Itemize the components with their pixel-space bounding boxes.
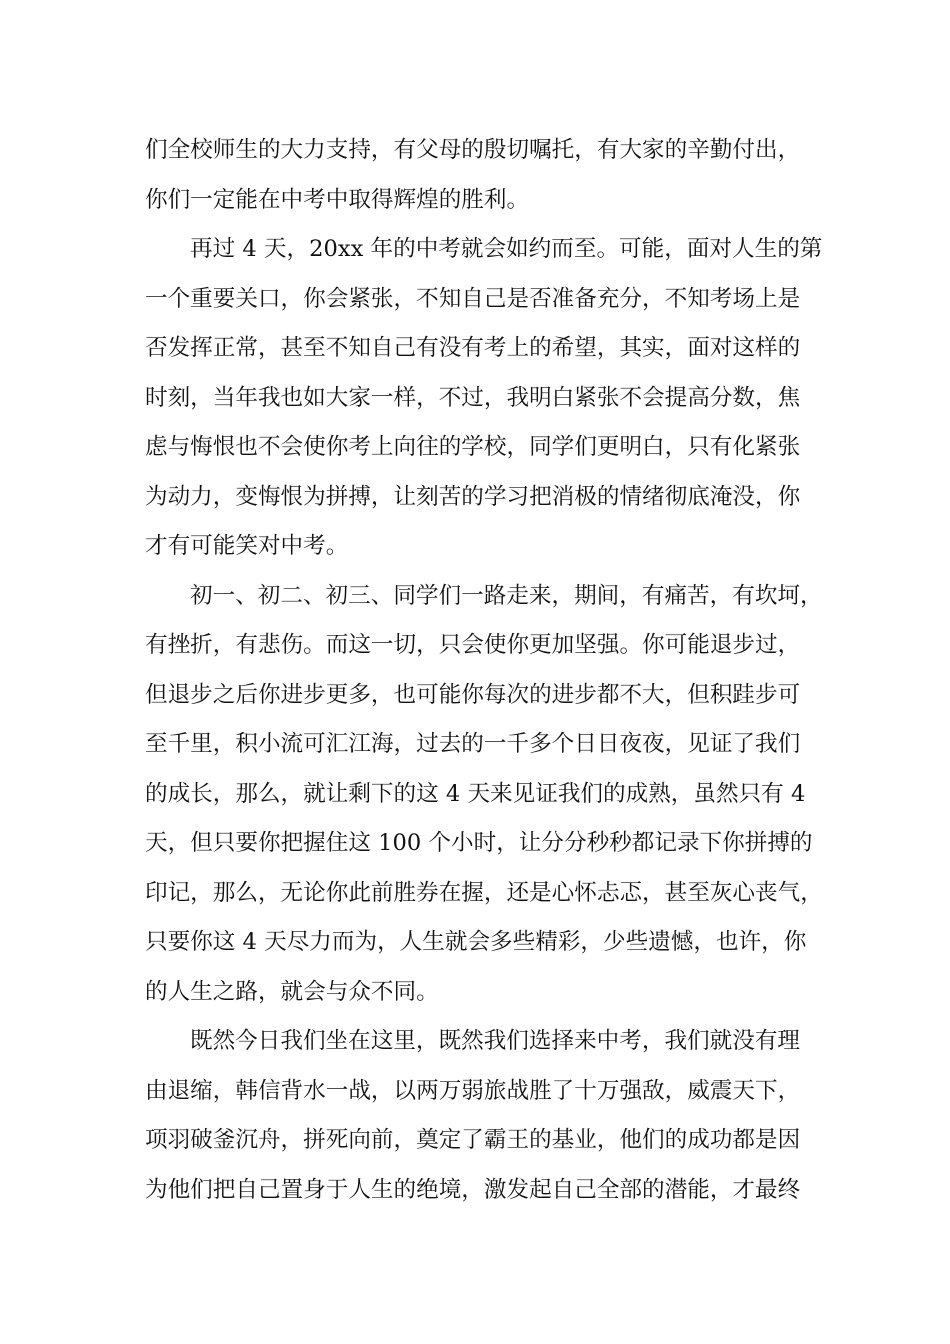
text-line: 否发挥正常，甚至不知自己有没有考上的希望，其实，面对这样的 [145, 335, 801, 361]
text-line: 有挫折，有悲伤。而这一切，只会使你更加坚强。你可能退步过， [145, 632, 801, 658]
text-line: 才有可能笑对中考。 [145, 533, 349, 559]
text-line: 的成长，那么，就让剩下的这 4 天来见证我们的成熟，虽然只有 4 [145, 780, 806, 807]
text-line: 由退缩，韩信背水一战，以两万弱旅战胜了十万强敌，威震天下， [145, 1077, 801, 1104]
text-line: 你们一定能在中考中取得辉煌的胜利。 [145, 186, 530, 213]
text-line: 印记，那么，无论你此前胜券在握，还是心怀忐忑，甚至灰心丧气， [145, 879, 823, 906]
text-line: 至千里，积小流可汇江海，过去的一千多个日日夜夜，见证了我们 [145, 731, 801, 757]
text-line: 项羽破釜沉舟，拼死向前，奠定了霸王的基业，他们的成功都是因 [145, 1127, 801, 1153]
text-line: 一个重要关口，你会紧张，不知自己是否准备充分，不知考场上是 [145, 285, 801, 312]
text-line: 为他们把自己置身于人生的绝境，激发起自己全部的潜能，才最终 [145, 1176, 801, 1203]
text-line: 只要你这 4 天尽力而为，人生就会多些精彩，少些遗憾，也许，你 [145, 929, 807, 955]
text-line: 的人生之路，就会与众不同。 [145, 978, 439, 1005]
text-line: 天，但只要你把握住这 100 个小时，让分分秒秒都记录下你拼搏的 [145, 830, 813, 856]
body-text [145, 126, 825, 1215]
text-line: 但退步之后你进步更多，也可能你每次的进步都不大，但积跬步可 [145, 681, 801, 708]
text-line: 初一、初二、初三、同学们一路走来，期间，有痛苦，有坎坷， [190, 582, 823, 609]
text-line: 虑与悔恨也不会使你考上向往的学校，同学们更明白，只有化紧张 [145, 434, 801, 460]
text-line: 们全校师生的大力支持，有父母的殷切嘱托，有大家的辛勤付出， [145, 137, 801, 163]
text-line: 时刻，当年我也如大家一样，不过，我明白紧张不会提高分数，焦 [145, 384, 801, 411]
text-line: 既然今日我们坐在这里，既然我们选择来中考，我们就没有理 [190, 1028, 801, 1054]
text-line: 为动力，变悔恨为拼搏，让刻苦的学习把消极的情绪彻底淹没，你 [145, 483, 801, 510]
text-line: 再过 4 天，20xx 年的中考就会如约而至。可能，面对人生的第 [190, 236, 823, 262]
